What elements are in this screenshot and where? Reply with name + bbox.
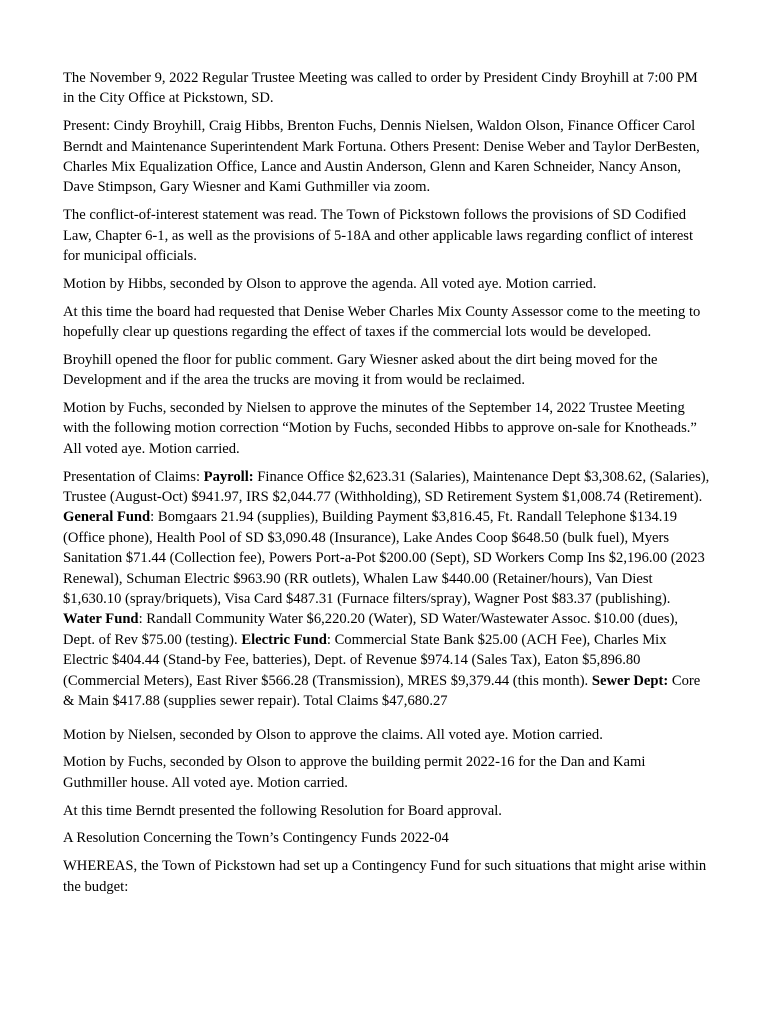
meeting-minutes-document <box>63 68 711 904</box>
sewer-dept-text: Core & Main $417.88 (supplies sewer repair). Total Claims $47,680.27 <box>63 672 701 710</box>
motion-claims-paragraph: Motion by Nielsen, seconded by Olson to approve the claims. All voted aye. Motion carried. <box>63 726 603 743</box>
water-fund-label: Water Fund <box>63 611 139 628</box>
motion-permit-paragraph: Motion by Fuchs, seconded by Olson to approve the building permit 2022-16 for the Dan and Kami Guthmiller house. All voted aye. Motion carried. <box>63 754 646 791</box>
claims-paragraph <box>63 467 711 712</box>
general-fund-text: : Bomgaars 21.94 (supplies), Building Payment $3,816.45, Ft. Randall Telephone $134.19 (Office phone), Health Pool of SD $3,090.48 (Insurance), Lake Andes Coop $648.50 (bulk fuel), Myers Sanitation $71.44 (Collection fee), Powers Port-a-Pot $200.00 (Sept), SD Workers Comp Ins $2,196.00 (2023 Renewal), Schuman Electric $963.90 (RR outlets), Whalen Law $440.00 (Retainer/hours), Van Diest $1,630.10 (spray/briquets), Visa Card $487.31 (Furnace filters/spray), Wagner Post $83.37 (publishing). <box>63 509 705 608</box>
conflict-statement-paragraph: The conflict-of-interest statement was read. The Town of Pickstown follows the provisions of SD Codified Law, Chapter 6-1, as well as the provisions of 5-18A and other applicable laws regarding conflict of interest for municipal officials. <box>63 207 694 265</box>
water-fund-text: : Randall Community Water $6,220.20 (Water), SD Water/Wastewater Assoc. $10.00 (dues), Dept. of Rev $75.00 (testing). <box>63 611 679 648</box>
motion-minutes-paragraph: Motion by Fuchs, seconded by Nielsen to approve the minutes of the September 14, 2022 Trustee Meeting with the following motion correction “Motion by Fuchs, seconded Hibbs to approve on-sale for Knotheads.” All voted aye. Motion carried. <box>63 400 697 457</box>
motion-agenda-paragraph: Motion by Hibbs, seconded by Olson to approve the agenda. All voted aye. Motion carried. <box>63 275 597 292</box>
claims-intro: Presentation of Claims: <box>63 468 204 485</box>
present-paragraph: Present: Cindy Broyhill, Craig Hibbs, Brenton Fuchs, Dennis Nielsen, Waldon Olson, Finance Officer Carol Berndt and Maintenance Superintendent Mark Fortuna. Others Present: Denise Weber and Taylor DerBesten, Charles Mix Equalization Office, Lance and Austin Anderson, Glenn and Karen Schneider, Nancy Anson, Dave Stimpson, Gary Wiesner and Kami Guthmiller via zoom. <box>63 118 700 196</box>
payroll-text: Finance Office $2,623.31 (Salaries), Maintenance Dept $3,308.62, (Salaries), Trustee (August-Oct) $941.97, IRS $2,044.77 (Withholding), SD Retirement System $1,008.74 (Retirement). <box>63 468 710 506</box>
call-to-order-paragraph: The November 9, 2022 Regular Trustee Meeting was called to order by President Cindy Broyhill at 7:00 PM in the City Office at Pickstown, SD. <box>63 70 698 107</box>
sewer-dept-label: Sewer Dept: <box>591 672 669 689</box>
electric-fund-text: : Commercial State Bank $25.00 (ACH Fee), Charles Mix Electric $404.44 (Stand-by Fee, batteries), Dept. of Revenue $974.14 (Sales Tax), Eaton $5,896.80 (Commercial Meters), East River $566.28 (Transmission), MRES $9,379.44 (this month). <box>63 631 667 689</box>
assessor-request-paragraph: At this time the board had requested that Denise Weber Charles Mix County Assessor come to the meeting to hopefully clear up questions regarding the effect of taxes if the commercial lots would be developed. <box>63 303 701 341</box>
resolution-title: A Resolution Concerning the Town’s Contingency Funds 2022-04 <box>63 830 449 847</box>
electric-fund-label: Electric Fund <box>241 631 327 648</box>
whereas-paragraph: WHEREAS, the Town of Pickstown had set up a Contingency Fund for such situations that might arise within the budget: <box>63 858 707 895</box>
payroll-label: Payroll: <box>203 468 254 485</box>
general-fund-label: General Fund <box>63 509 151 526</box>
public-comment-paragraph: Broyhill opened the floor for public comment. Gary Wiesner asked about the dirt being moved for the Development and if the area the trucks are moving it from would be reclaimed. <box>63 351 658 389</box>
resolution-intro-paragraph: At this time Berndt presented the following Resolution for Board approval. <box>63 802 502 819</box>
